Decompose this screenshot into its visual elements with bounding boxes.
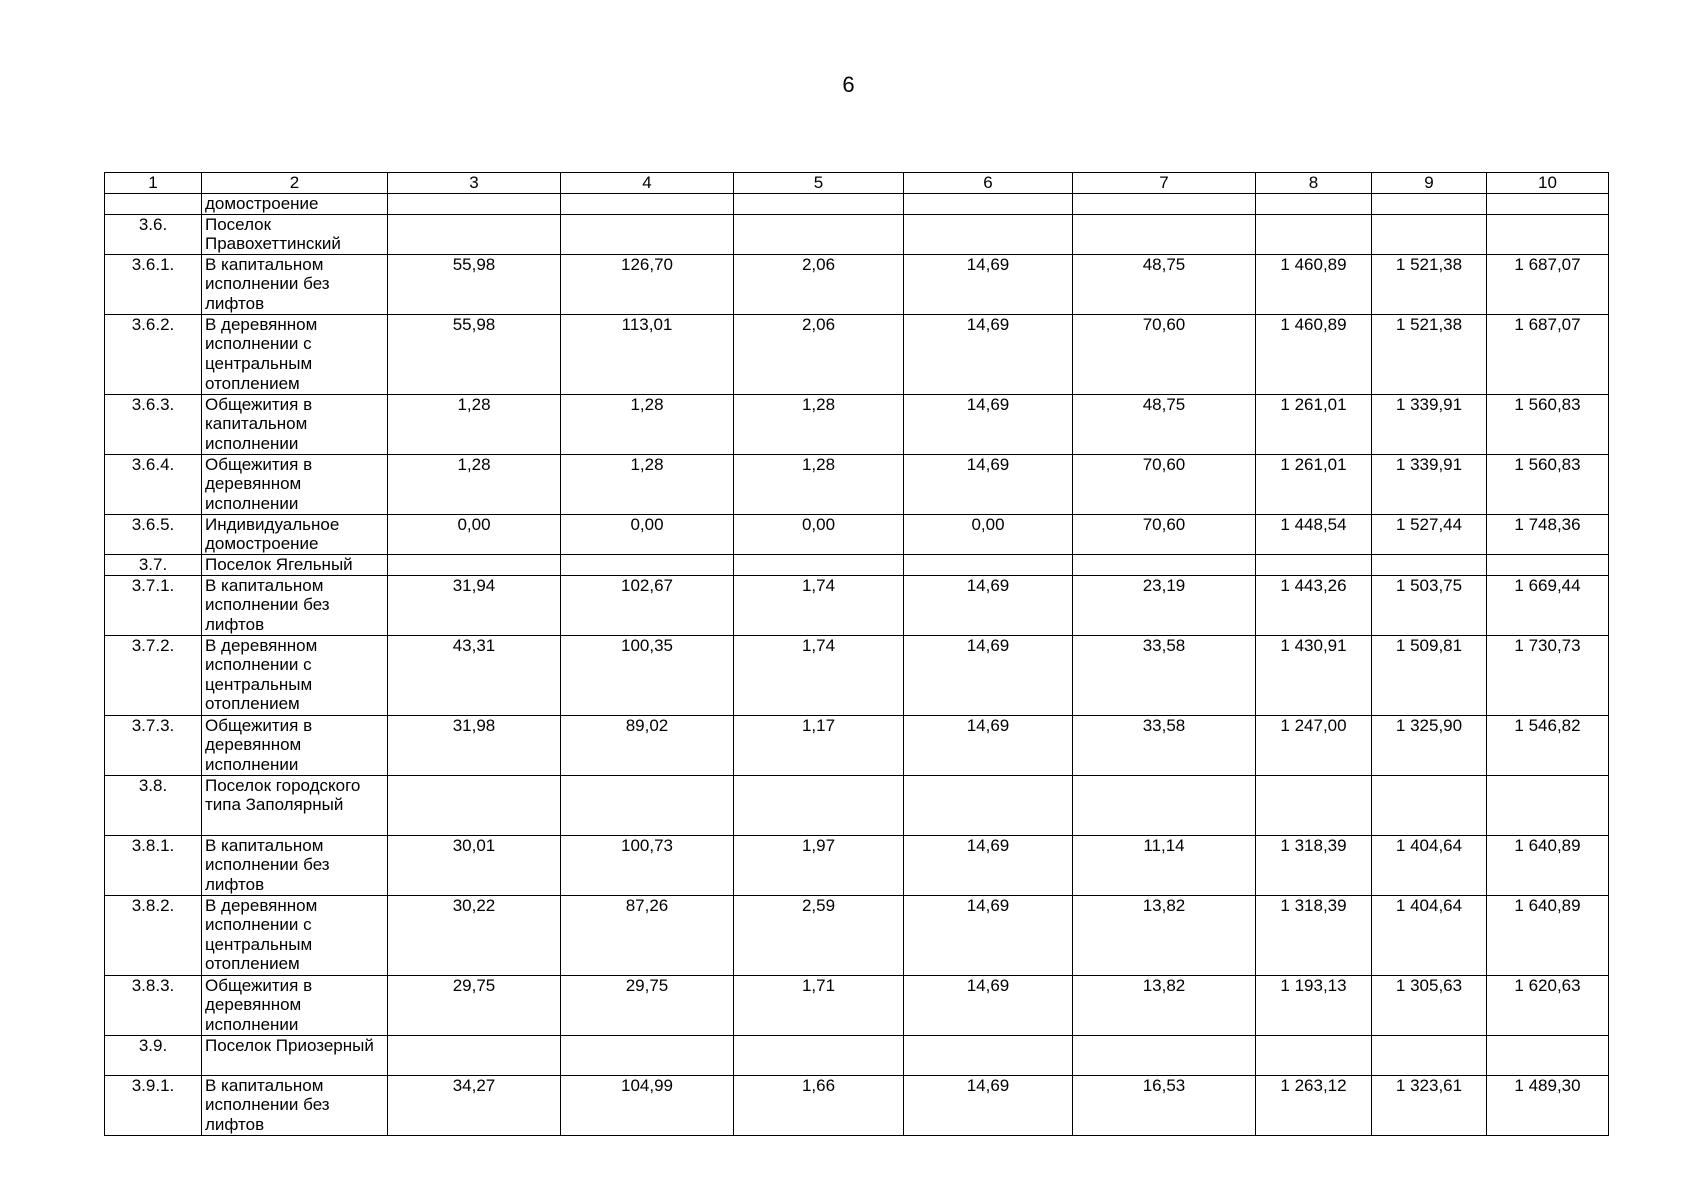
row-value-col-7 bbox=[1073, 554, 1256, 575]
row-value-col-10 bbox=[1487, 775, 1609, 835]
row-value-col-8: 1 318,39 bbox=[1256, 895, 1372, 975]
row-value-col-8: 1 261,01 bbox=[1256, 394, 1372, 454]
row-value-col-10: 1 640,89 bbox=[1487, 835, 1609, 895]
row-value-col-3: 29,75 bbox=[388, 975, 561, 1035]
row-value-col-10: 1 730,73 bbox=[1487, 635, 1609, 715]
row-name: Общежития в деревянном исполнении bbox=[202, 454, 388, 514]
row-value-col-3 bbox=[388, 1035, 561, 1075]
row-value-col-5: 1,97 bbox=[734, 835, 904, 895]
row-value-col-4 bbox=[561, 775, 734, 835]
row-value-col-9: 1 503,75 bbox=[1372, 575, 1487, 635]
row-value-col-6: 14,69 bbox=[904, 635, 1073, 715]
row-value-col-10: 1 748,36 bbox=[1487, 514, 1609, 554]
table-row bbox=[105, 314, 1609, 394]
row-value-col-5: 2,06 bbox=[734, 314, 904, 394]
row-value-col-10 bbox=[1487, 1035, 1609, 1075]
row-value-col-10: 1 620,63 bbox=[1487, 975, 1609, 1035]
row-value-col-4: 113,01 bbox=[561, 314, 734, 394]
table-row bbox=[105, 454, 1609, 514]
row-value-col-4: 0,00 bbox=[561, 514, 734, 554]
row-value-col-3: 31,94 bbox=[388, 575, 561, 635]
row-value-col-8: 1 193,13 bbox=[1256, 975, 1372, 1035]
table-row bbox=[105, 194, 1609, 215]
row-value-col-4: 1,28 bbox=[561, 394, 734, 454]
row-code: 3.7.1. bbox=[105, 575, 202, 635]
row-name: Общежития в капитальном исполнении bbox=[202, 394, 388, 454]
row-value-col-9: 1 521,38 bbox=[1372, 314, 1487, 394]
row-value-col-4 bbox=[561, 554, 734, 575]
row-value-col-5: 2,06 bbox=[734, 254, 904, 314]
row-code: 3.7.3. bbox=[105, 715, 202, 775]
row-value-col-5: 1,28 bbox=[734, 454, 904, 514]
row-value-col-9: 1 325,90 bbox=[1372, 715, 1487, 775]
row-value-col-8 bbox=[1256, 1035, 1372, 1075]
row-value-col-10: 1 687,07 bbox=[1487, 314, 1609, 394]
row-value-col-3: 43,31 bbox=[388, 635, 561, 715]
row-value-col-3: 34,27 bbox=[388, 1075, 561, 1135]
row-value-col-3: 0,00 bbox=[388, 514, 561, 554]
row-value-col-8 bbox=[1256, 194, 1372, 215]
row-value-col-3: 55,98 bbox=[388, 314, 561, 394]
column-number-8: 8 bbox=[1256, 173, 1372, 194]
column-number-2: 2 bbox=[202, 173, 388, 194]
row-name: Общежития в деревянном исполнении bbox=[202, 975, 388, 1035]
row-value-col-3 bbox=[388, 775, 561, 835]
row-value-col-5: 1,74 bbox=[734, 635, 904, 715]
row-code: 3.9. bbox=[105, 1035, 202, 1075]
row-value-col-8: 1 318,39 bbox=[1256, 835, 1372, 895]
row-value-col-6: 14,69 bbox=[904, 1075, 1073, 1135]
table-body bbox=[105, 173, 1609, 1136]
table-row bbox=[105, 394, 1609, 454]
row-code: 3.6.3. bbox=[105, 394, 202, 454]
row-value-col-9: 1 305,63 bbox=[1372, 975, 1487, 1035]
row-value-col-6 bbox=[904, 775, 1073, 835]
column-number-7: 7 bbox=[1073, 173, 1256, 194]
row-value-col-6: 14,69 bbox=[904, 394, 1073, 454]
row-value-col-8: 1 430,91 bbox=[1256, 635, 1372, 715]
page-number: 6 bbox=[842, 72, 855, 97]
row-value-col-8: 1 448,54 bbox=[1256, 514, 1372, 554]
row-value-col-6: 14,69 bbox=[904, 835, 1073, 895]
row-code: 3.7.2. bbox=[105, 635, 202, 715]
row-value-col-10: 1 489,30 bbox=[1487, 1075, 1609, 1135]
row-value-col-7: 70,60 bbox=[1073, 314, 1256, 394]
row-value-col-8 bbox=[1256, 554, 1372, 575]
row-value-col-5: 2,59 bbox=[734, 895, 904, 975]
row-name: Индивидуальное домостроение bbox=[202, 514, 388, 554]
row-value-col-7: 23,19 bbox=[1073, 575, 1256, 635]
table-row bbox=[105, 895, 1609, 975]
row-value-col-10 bbox=[1487, 554, 1609, 575]
row-value-col-3: 31,98 bbox=[388, 715, 561, 775]
row-value-col-6: 14,69 bbox=[904, 715, 1073, 775]
row-value-col-4 bbox=[561, 194, 734, 215]
row-value-col-9: 1 509,81 bbox=[1372, 635, 1487, 715]
row-value-col-9: 1 404,64 bbox=[1372, 835, 1487, 895]
row-code: 3.6.2. bbox=[105, 314, 202, 394]
row-value-col-8: 1 263,12 bbox=[1256, 1075, 1372, 1135]
row-name: домостроение bbox=[202, 194, 388, 215]
row-value-col-6: 14,69 bbox=[904, 454, 1073, 514]
table-header-row bbox=[105, 173, 1609, 194]
row-value-col-7: 13,82 bbox=[1073, 895, 1256, 975]
row-value-col-6 bbox=[904, 1035, 1073, 1075]
row-value-col-3: 30,01 bbox=[388, 835, 561, 895]
table-row bbox=[105, 635, 1609, 715]
row-value-col-5: 1,74 bbox=[734, 575, 904, 635]
row-value-col-6: 14,69 bbox=[904, 314, 1073, 394]
table-row bbox=[105, 975, 1609, 1035]
row-value-col-5: 0,00 bbox=[734, 514, 904, 554]
row-value-col-3 bbox=[388, 554, 561, 575]
row-value-col-7 bbox=[1073, 775, 1256, 835]
table-row bbox=[105, 835, 1609, 895]
row-value-col-10: 1 546,82 bbox=[1487, 715, 1609, 775]
column-number-4: 4 bbox=[561, 173, 734, 194]
row-value-col-3: 1,28 bbox=[388, 394, 561, 454]
row-value-col-9: 1 323,61 bbox=[1372, 1075, 1487, 1135]
row-name: Поселок Приозерный bbox=[202, 1035, 388, 1075]
row-value-col-8: 1 460,89 bbox=[1256, 314, 1372, 394]
table-row bbox=[105, 575, 1609, 635]
row-value-col-10: 1 669,44 bbox=[1487, 575, 1609, 635]
row-value-col-9 bbox=[1372, 775, 1487, 835]
row-code: 3.7. bbox=[105, 554, 202, 575]
table-row bbox=[105, 254, 1609, 314]
row-value-col-7: 13,82 bbox=[1073, 975, 1256, 1035]
table-row bbox=[105, 1035, 1609, 1075]
column-number-5: 5 bbox=[734, 173, 904, 194]
row-value-col-9: 1 339,91 bbox=[1372, 454, 1487, 514]
row-value-col-3: 30,22 bbox=[388, 895, 561, 975]
row-value-col-5: 1,66 bbox=[734, 1075, 904, 1135]
row-value-col-5 bbox=[734, 194, 904, 215]
row-value-col-9 bbox=[1372, 554, 1487, 575]
row-value-col-8 bbox=[1256, 775, 1372, 835]
column-number-3: 3 bbox=[388, 173, 561, 194]
row-value-col-7: 11,14 bbox=[1073, 835, 1256, 895]
table-row bbox=[105, 214, 1609, 254]
table-row bbox=[105, 1075, 1609, 1135]
row-code: 3.6.4. bbox=[105, 454, 202, 514]
row-value-col-10 bbox=[1487, 194, 1609, 215]
row-value-col-6: 14,69 bbox=[904, 895, 1073, 975]
row-value-col-9 bbox=[1372, 1035, 1487, 1075]
row-value-col-5 bbox=[734, 1035, 904, 1075]
row-value-col-3: 1,28 bbox=[388, 454, 561, 514]
row-value-col-4: 89,02 bbox=[561, 715, 734, 775]
table-row bbox=[105, 554, 1609, 575]
row-value-col-3 bbox=[388, 194, 561, 215]
row-value-col-4: 1,28 bbox=[561, 454, 734, 514]
row-name: В капитальном исполнении без лифтов bbox=[202, 575, 388, 635]
row-code: 3.8.1. bbox=[105, 835, 202, 895]
row-code: 3.8. bbox=[105, 775, 202, 835]
table-row bbox=[105, 715, 1609, 775]
row-value-col-10: 1 687,07 bbox=[1487, 254, 1609, 314]
row-value-col-10: 1 560,83 bbox=[1487, 394, 1609, 454]
row-value-col-5 bbox=[734, 775, 904, 835]
row-value-col-4: 100,73 bbox=[561, 835, 734, 895]
row-name: В деревянном исполнении с центральным отоплением bbox=[202, 314, 388, 394]
row-value-col-9 bbox=[1372, 214, 1487, 254]
column-number-6: 6 bbox=[904, 173, 1073, 194]
row-value-col-9: 1 521,38 bbox=[1372, 254, 1487, 314]
column-number-10: 10 bbox=[1487, 173, 1609, 194]
row-value-col-8: 1 261,01 bbox=[1256, 454, 1372, 514]
row-name: В капитальном исполнении без лифтов bbox=[202, 254, 388, 314]
row-code: 3.6. bbox=[105, 214, 202, 254]
row-value-col-7 bbox=[1073, 194, 1256, 215]
row-value-col-7: 33,58 bbox=[1073, 635, 1256, 715]
row-value-col-7 bbox=[1073, 214, 1256, 254]
row-name: Поселок Ягельный bbox=[202, 554, 388, 575]
row-name: Поселок городского типа Заполярный bbox=[202, 775, 388, 835]
row-value-col-4: 29,75 bbox=[561, 975, 734, 1035]
row-value-col-7: 48,75 bbox=[1073, 394, 1256, 454]
row-name: Поселок Правохеттинский bbox=[202, 214, 388, 254]
row-value-col-8 bbox=[1256, 214, 1372, 254]
row-value-col-6: 14,69 bbox=[904, 975, 1073, 1035]
row-name: В деревянном исполнении с центральным отоплением bbox=[202, 895, 388, 975]
row-value-col-9: 1 339,91 bbox=[1372, 394, 1487, 454]
row-value-col-7: 48,75 bbox=[1073, 254, 1256, 314]
tariff-table bbox=[104, 172, 1609, 1136]
row-value-col-5 bbox=[734, 214, 904, 254]
row-value-col-5: 1,17 bbox=[734, 715, 904, 775]
row-value-col-10 bbox=[1487, 214, 1609, 254]
row-value-col-9 bbox=[1372, 194, 1487, 215]
row-value-col-6: 0,00 bbox=[904, 514, 1073, 554]
row-value-col-6: 14,69 bbox=[904, 575, 1073, 635]
row-value-col-4: 102,67 bbox=[561, 575, 734, 635]
row-value-col-9: 1 527,44 bbox=[1372, 514, 1487, 554]
row-name: В капитальном исполнении без лифтов bbox=[202, 1075, 388, 1135]
row-value-col-7: 70,60 bbox=[1073, 514, 1256, 554]
row-value-col-3 bbox=[388, 214, 561, 254]
row-code: 3.9.1. bbox=[105, 1075, 202, 1135]
row-value-col-7 bbox=[1073, 1035, 1256, 1075]
row-name: Общежития в деревянном исполнении bbox=[202, 715, 388, 775]
row-value-col-9: 1 404,64 bbox=[1372, 895, 1487, 975]
row-value-col-6: 14,69 bbox=[904, 254, 1073, 314]
row-value-col-4 bbox=[561, 1035, 734, 1075]
row-value-col-5 bbox=[734, 554, 904, 575]
column-number-1: 1 bbox=[105, 173, 202, 194]
column-number-9: 9 bbox=[1372, 173, 1487, 194]
row-value-col-10: 1 560,83 bbox=[1487, 454, 1609, 514]
row-value-col-3: 55,98 bbox=[388, 254, 561, 314]
row-value-col-6 bbox=[904, 214, 1073, 254]
row-value-col-8: 1 460,89 bbox=[1256, 254, 1372, 314]
row-value-col-7: 16,53 bbox=[1073, 1075, 1256, 1135]
row-value-col-4: 87,26 bbox=[561, 895, 734, 975]
row-value-col-4: 126,70 bbox=[561, 254, 734, 314]
row-value-col-7: 70,60 bbox=[1073, 454, 1256, 514]
row-code: 3.8.2. bbox=[105, 895, 202, 975]
row-value-col-7: 33,58 bbox=[1073, 715, 1256, 775]
row-value-col-4 bbox=[561, 214, 734, 254]
row-value-col-10: 1 640,89 bbox=[1487, 895, 1609, 975]
row-code: 3.6.5. bbox=[105, 514, 202, 554]
row-value-col-8: 1 443,26 bbox=[1256, 575, 1372, 635]
row-value-col-5: 1,28 bbox=[734, 394, 904, 454]
row-name: В деревянном исполнении с центральным отоплением bbox=[202, 635, 388, 715]
row-value-col-5: 1,71 bbox=[734, 975, 904, 1035]
row-name: В капитальном исполнении без лифтов bbox=[202, 835, 388, 895]
table-row bbox=[105, 514, 1609, 554]
table-row bbox=[105, 775, 1609, 835]
row-value-col-8: 1 247,00 bbox=[1256, 715, 1372, 775]
row-code: 3.8.3. bbox=[105, 975, 202, 1035]
row-code: 3.6.1. bbox=[105, 254, 202, 314]
row-code bbox=[105, 194, 202, 215]
row-value-col-4: 100,35 bbox=[561, 635, 734, 715]
row-value-col-6 bbox=[904, 194, 1073, 215]
row-value-col-4: 104,99 bbox=[561, 1075, 734, 1135]
row-value-col-6 bbox=[904, 554, 1073, 575]
